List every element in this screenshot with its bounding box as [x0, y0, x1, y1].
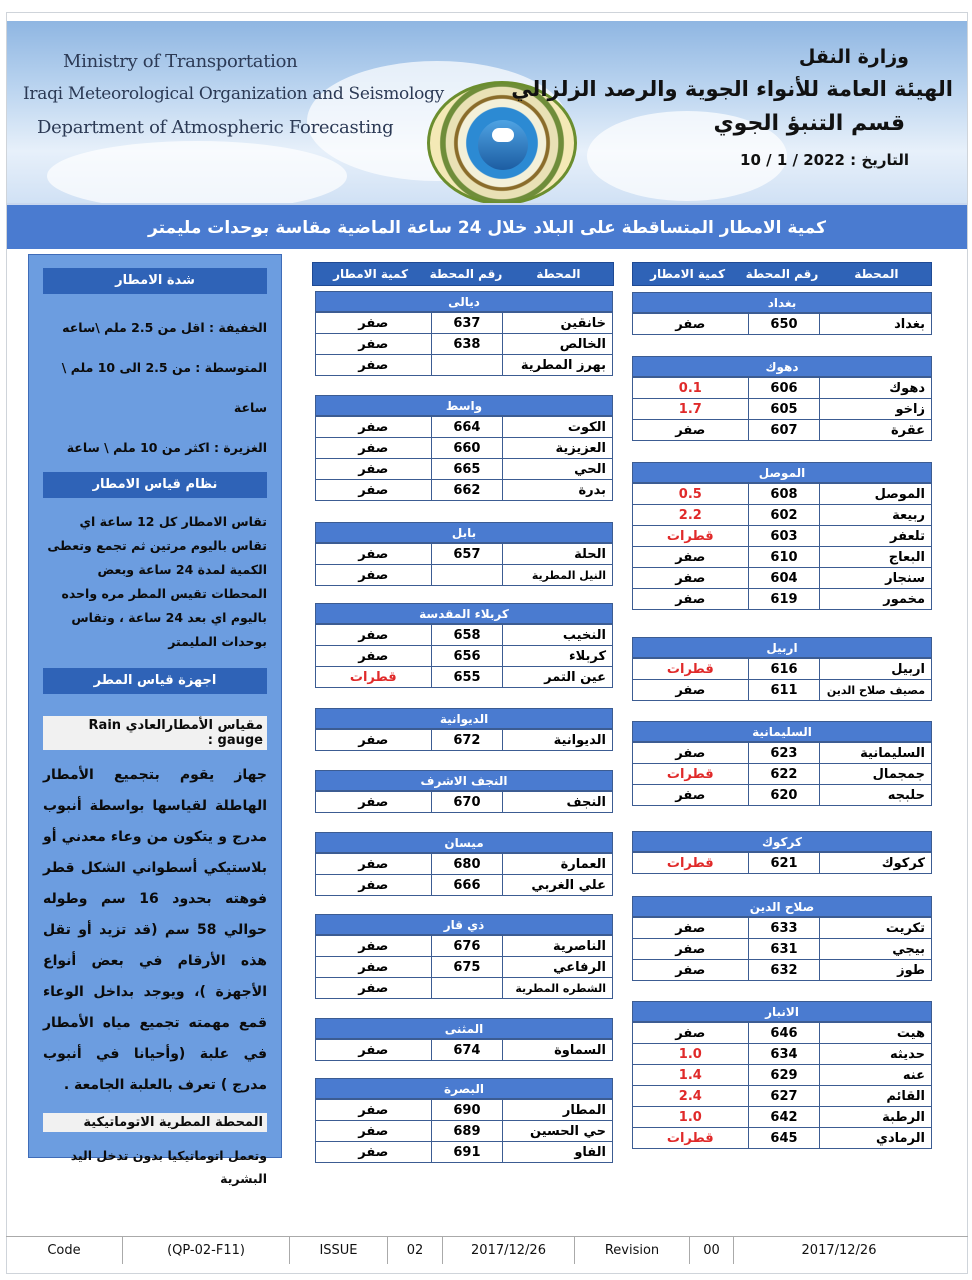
station-name: اربيل: [820, 659, 932, 680]
station-number: 621: [748, 853, 820, 874]
gauge-label: مقياس الأمطارالعادي Rain gauge :: [43, 716, 267, 750]
col-amount: كمية الامطار: [650, 267, 726, 281]
station-name: الرفاعي: [503, 957, 613, 978]
rain-amount: صفر: [316, 565, 432, 586]
station-name: حي الحسين: [503, 1121, 613, 1142]
station-number: 637: [431, 313, 503, 334]
rain-amount: صفر: [633, 918, 749, 939]
province-name: البصرة: [315, 1078, 613, 1099]
station-number: 605: [748, 399, 820, 420]
ministry-ar: وزارة النقل: [798, 46, 909, 68]
station-row: [633, 743, 932, 764]
right-column-header: [632, 262, 932, 286]
station-number: 602: [748, 505, 820, 526]
rain-amount: صفر: [316, 936, 432, 957]
rain-amount: صفر: [316, 978, 432, 999]
station-number: 606: [748, 378, 820, 399]
rain-amount: 2.2: [633, 505, 749, 526]
station-name: بغداد: [820, 314, 932, 335]
col-number: رقم المحطة: [429, 267, 503, 281]
page-title: كمية الامطار المتساقطة على البلاد خلال 24 ساعة الماضية مقاسة بوحدات مليمتر: [7, 203, 967, 249]
province-group: [315, 914, 613, 999]
org-en: Iraqi Meteorological Organization and Seismology: [23, 84, 444, 104]
station-row: [633, 1065, 932, 1086]
station-number: 662: [431, 480, 503, 501]
province-name: كركوك: [632, 831, 932, 852]
station-number: 627: [748, 1086, 820, 1107]
station-name: حلبجه: [820, 785, 932, 806]
station-number: 655: [431, 667, 503, 688]
rain-amount: صفر: [633, 589, 749, 610]
province-name: الموصل: [632, 462, 932, 483]
station-row: [633, 1128, 932, 1149]
station-row: [316, 936, 613, 957]
col-station: المحطة: [854, 267, 899, 281]
station-name: الرمادي: [820, 1128, 932, 1149]
station-row: [633, 314, 932, 335]
system-title: نظام قياس الامطار: [43, 472, 267, 498]
station-number: 674: [431, 1040, 503, 1061]
rain-amount: صفر: [633, 960, 749, 981]
province-group: [315, 522, 613, 586]
station-name: الحي: [503, 459, 613, 480]
system-text: تقاس الامطار كل 12 ساعة اي تقاس باليوم مرتين ثم تجمع وتعطى الكمية لمدة 24 ساعة وبعض المحطات تقيس المطر مره واحده باليوم اي بعد 24 ساعة ، وتقاس بوحدات المليمتر: [47, 514, 267, 649]
station-name: زاخو: [820, 399, 932, 420]
station-name: ربيعة: [820, 505, 932, 526]
intensity-title: شدة الامطار: [43, 268, 267, 294]
station-number: 633: [748, 918, 820, 939]
col-station: المحطة: [536, 267, 581, 281]
rain-amount: قطرات: [633, 659, 749, 680]
rain-amount: صفر: [316, 957, 432, 978]
station-name: عقرة: [820, 420, 932, 441]
station-row: [316, 1142, 613, 1163]
station-row: [316, 313, 613, 334]
rain-amount: قطرات: [633, 526, 749, 547]
auto-station-title: المحطة المطرية الاتوماتيكية: [43, 1113, 267, 1132]
header-banner: [7, 21, 967, 207]
date-label: التاريخ :: [850, 151, 909, 169]
station-number: 680: [431, 854, 503, 875]
province-name: بغداد: [632, 292, 932, 313]
rain-amount: صفر: [316, 625, 432, 646]
rain-amount: صفر: [316, 730, 432, 751]
station-row: [633, 960, 932, 981]
col-amount: كمية الامطار: [333, 267, 409, 281]
station-number: 604: [748, 568, 820, 589]
station-name: الخالص: [503, 334, 613, 355]
station-row: [633, 589, 932, 610]
station-row: [316, 792, 613, 813]
footer-code: (QP-02-F11): [123, 1237, 290, 1264]
province-name: واسط: [315, 395, 613, 416]
station-number: 608: [748, 484, 820, 505]
station-row: [316, 438, 613, 459]
station-name: الشطره المطرية: [503, 978, 613, 999]
station-number: 607: [748, 420, 820, 441]
province-name: ديالى: [315, 291, 613, 312]
station-name: كركوك: [820, 853, 932, 874]
province-group: [315, 770, 613, 813]
station-row: [633, 484, 932, 505]
province-group: [315, 291, 613, 376]
station-row: [633, 399, 932, 420]
rain-amount: صفر: [633, 680, 749, 701]
footer-revision-date: 2017/12/26: [801, 1243, 877, 1258]
province-group: [632, 637, 932, 701]
province-group: [632, 1001, 932, 1149]
rain-amount: 1.4: [633, 1065, 749, 1086]
station-number: 611: [748, 680, 820, 701]
province-name: الانبار: [632, 1001, 932, 1022]
rain-amount: قطرات: [316, 667, 432, 688]
station-name: علي الغربي: [503, 875, 613, 896]
station-name: جمجمال: [820, 764, 932, 785]
station-number: 650: [748, 314, 820, 335]
rain-amount: قطرات: [633, 853, 749, 874]
station-row: [316, 355, 613, 376]
station-number: 656: [431, 646, 503, 667]
station-number: 623: [748, 743, 820, 764]
station-number: 632: [748, 960, 820, 981]
station-name: الموصل: [820, 484, 932, 505]
station-number: 646: [748, 1023, 820, 1044]
station-row: [316, 544, 613, 565]
station-number: 690: [431, 1100, 503, 1121]
col-number: رقم المحطة: [745, 267, 819, 281]
rain-amount: صفر: [316, 438, 432, 459]
province-group: [315, 708, 613, 751]
org-ar: الهيئة العامة للأنواء الجوية والرصد الزلزالي: [511, 77, 953, 101]
station-name: السماوة: [503, 1040, 613, 1061]
station-row: [633, 1023, 932, 1044]
station-number: 676: [431, 936, 503, 957]
rain-amount: صفر: [316, 334, 432, 355]
station-number: 642: [748, 1107, 820, 1128]
station-row: [316, 875, 613, 896]
station-row: [316, 730, 613, 751]
rain-amount: صفر: [316, 355, 432, 376]
province-group: [632, 896, 932, 981]
rain-amount: 0.5: [633, 484, 749, 505]
gauge-text: جهاز يقوم بتجميع الأمطار الهاطلة لقياسها بواسطة أنبوب مدرج و يتكون من وعاء معدني أو بلاستيكي أسطواني الشكل قطر فوهته بحدود 16 سم وطوله حوالي 58 سم (قد تزيد أو تقل هذه الأرقام في بعض أنواع الأجهزة )، ويوجد بداخل الوعاء قمع مهمته تجميع مياه الأمطار في علبة (وأحيانا في أنبوب مدرج ) تعرف بالعلبة الجامعة .: [43, 767, 267, 1093]
rain-amount: صفر: [633, 1023, 749, 1044]
province-group: [632, 462, 932, 610]
station-row: [316, 417, 613, 438]
station-name: الحلة: [503, 544, 613, 565]
station-name: طوز: [820, 960, 932, 981]
rain-amount: صفر: [633, 420, 749, 441]
footer-revision: 00: [690, 1237, 734, 1264]
station-number: 664: [431, 417, 503, 438]
rain-amount: صفر: [633, 939, 749, 960]
dept-ar: قسم التنبؤ الجوي: [713, 111, 905, 136]
rain-amount: 1.0: [633, 1107, 749, 1128]
station-row: [316, 459, 613, 480]
station-row: [316, 1100, 613, 1121]
station-name: العمارة: [503, 854, 613, 875]
rain-amount: صفر: [316, 1121, 432, 1142]
province-group: [632, 831, 932, 874]
station-row: [316, 957, 613, 978]
province-name: كربلاء المقدسة: [315, 603, 613, 624]
station-name: عين التمر: [503, 667, 613, 688]
station-name: النجف: [503, 792, 613, 813]
province-name: الديوانية: [315, 708, 613, 729]
rain-amount: صفر: [316, 1100, 432, 1121]
station-number: 670: [431, 792, 503, 813]
station-number: [431, 355, 503, 376]
station-row: [633, 1086, 932, 1107]
province-name: النجف الاشرف: [315, 770, 613, 791]
rain-amount: صفر: [633, 785, 749, 806]
footer-issue-date: 2017/12/26: [443, 1237, 575, 1264]
station-row: [633, 785, 932, 806]
footer-code-label: Code: [6, 1237, 123, 1264]
station-number: 658: [431, 625, 503, 646]
rain-amount: صفر: [316, 417, 432, 438]
station-name: الرطبة: [820, 1107, 932, 1128]
province-name: السليمانية: [632, 721, 932, 742]
station-row: [633, 853, 932, 874]
station-row: [633, 1107, 932, 1128]
intensity-light: الخفيفة : اقل من 2.5 ملم \ساعه: [62, 320, 267, 335]
province-name: ميسان: [315, 832, 613, 853]
date-value: 10 / 1 / 2022: [740, 151, 845, 169]
rain-amount: 2.4: [633, 1086, 749, 1107]
station-row: [633, 680, 932, 701]
station-name: خانقين: [503, 313, 613, 334]
rain-amount: 1.0: [633, 1044, 749, 1065]
station-number: 622: [748, 764, 820, 785]
province-name: دهوك: [632, 356, 932, 377]
station-row: [316, 854, 613, 875]
station-number: 603: [748, 526, 820, 547]
station-row: [633, 378, 932, 399]
info-sidebar: [28, 254, 282, 1186]
intensity-heavy: الغزيرة : اكثر من 10 ملم \ ساعة: [66, 440, 267, 455]
rain-amount: صفر: [316, 854, 432, 875]
station-number: 616: [748, 659, 820, 680]
station-row: [316, 625, 613, 646]
station-row: [316, 334, 613, 355]
station-number: 619: [748, 589, 820, 610]
province-group: [632, 292, 932, 335]
station-name: بدرة: [503, 480, 613, 501]
english-heading: [23, 45, 444, 144]
rain-amount: صفر: [633, 743, 749, 764]
station-row: [633, 547, 932, 568]
station-row: [316, 1040, 613, 1061]
arabic-heading: [511, 41, 953, 169]
ministry-en: Ministry of Transportation: [63, 51, 298, 72]
station-number: 634: [748, 1044, 820, 1065]
station-name: الديوانية: [503, 730, 613, 751]
station-number: 610: [748, 547, 820, 568]
rain-amount: قطرات: [633, 1128, 749, 1149]
station-number: 657: [431, 544, 503, 565]
station-name: مخمور: [820, 589, 932, 610]
station-name: العزيزية: [503, 438, 613, 459]
province-group: [315, 832, 613, 896]
rain-amount: صفر: [633, 314, 749, 335]
station-name: القائم: [820, 1086, 932, 1107]
province-group: [315, 395, 613, 501]
province-name: ذي قار: [315, 914, 613, 935]
station-name: الناصرية: [503, 936, 613, 957]
station-number: 629: [748, 1065, 820, 1086]
station-number: 672: [431, 730, 503, 751]
station-row: [633, 939, 932, 960]
province-group: [315, 1078, 613, 1163]
rain-amount: 1.7: [633, 399, 749, 420]
station-name: السليمانية: [820, 743, 932, 764]
station-number: 691: [431, 1142, 503, 1163]
province-name: صلاح الدين: [632, 896, 932, 917]
station-row: [633, 764, 932, 785]
station-name: بهرز المطرية: [503, 355, 613, 376]
rain-amount: صفر: [316, 646, 432, 667]
province-name: بابل: [315, 522, 613, 543]
dept-en: Department of Atmospheric Forecasting: [37, 117, 394, 138]
footer-issue: 02: [388, 1237, 443, 1264]
auto-station-text: وتعمل اتوماتيكيا بدون تدخل اليد البشرية: [70, 1148, 267, 1186]
station-row: [316, 1121, 613, 1142]
station-name: البعاج: [820, 547, 932, 568]
station-number: 645: [748, 1128, 820, 1149]
province-group: [632, 721, 932, 806]
station-row: [316, 667, 613, 688]
station-name: بيجي: [820, 939, 932, 960]
station-name: حديثه: [820, 1044, 932, 1065]
station-name: عنه: [820, 1065, 932, 1086]
station-number: 665: [431, 459, 503, 480]
station-name: سنجار: [820, 568, 932, 589]
station-row: [316, 646, 613, 667]
province-group: [632, 356, 932, 441]
devices-title: اجهزة قياس المطر: [43, 668, 267, 694]
station-number: 638: [431, 334, 503, 355]
intensity-moderate: المتوسطة : من 2.5 الى 10 ملم \ ساعة: [61, 360, 267, 415]
station-name: الكوت: [503, 417, 613, 438]
station-name: هيت: [820, 1023, 932, 1044]
station-name: مصيف صلاح الدين: [820, 680, 932, 701]
rain-amount: صفر: [633, 547, 749, 568]
station-row: [316, 480, 613, 501]
station-row: [316, 978, 613, 999]
station-row: [633, 526, 932, 547]
report-date: [511, 151, 953, 169]
station-name: الفاو: [503, 1142, 613, 1163]
station-row: [633, 568, 932, 589]
station-row: [633, 1044, 932, 1065]
rain-amount: صفر: [316, 1142, 432, 1163]
station-name: تكريت: [820, 918, 932, 939]
station-number: 631: [748, 939, 820, 960]
station-name: المطار: [503, 1100, 613, 1121]
rain-amount: صفر: [316, 544, 432, 565]
station-number: 689: [431, 1121, 503, 1142]
station-number: 675: [431, 957, 503, 978]
station-number: [431, 978, 503, 999]
station-row: [316, 565, 613, 586]
province-group: [315, 1018, 613, 1061]
station-number: 620: [748, 785, 820, 806]
station-name: النيل المطرية: [503, 565, 613, 586]
rain-amount: صفر: [633, 568, 749, 589]
rain-amount: صفر: [316, 480, 432, 501]
rain-amount: صفر: [316, 459, 432, 480]
footer-issue-label: ISSUE: [290, 1237, 388, 1264]
station-name: النخيب: [503, 625, 613, 646]
rain-amount: صفر: [316, 1040, 432, 1061]
station-row: [633, 659, 932, 680]
station-name: دهوك: [820, 378, 932, 399]
station-name: تلعفر: [820, 526, 932, 547]
province-group: [315, 603, 613, 688]
rain-amount: 0.1: [633, 378, 749, 399]
station-row: [633, 918, 932, 939]
document-footer: [6, 1236, 968, 1264]
station-row: [633, 505, 932, 526]
station-number: [431, 565, 503, 586]
middle-column-header: [312, 262, 614, 286]
footer-revision-label: Revision: [575, 1237, 690, 1264]
rain-amount: صفر: [316, 792, 432, 813]
rain-amount: صفر: [316, 313, 432, 334]
station-row: [633, 420, 932, 441]
station-number: 660: [431, 438, 503, 459]
rain-amount: قطرات: [633, 764, 749, 785]
station-name: كربلاء: [503, 646, 613, 667]
province-name: اربيل: [632, 637, 932, 658]
province-name: المثنى: [315, 1018, 613, 1039]
rain-amount: صفر: [316, 875, 432, 896]
station-number: 666: [431, 875, 503, 896]
